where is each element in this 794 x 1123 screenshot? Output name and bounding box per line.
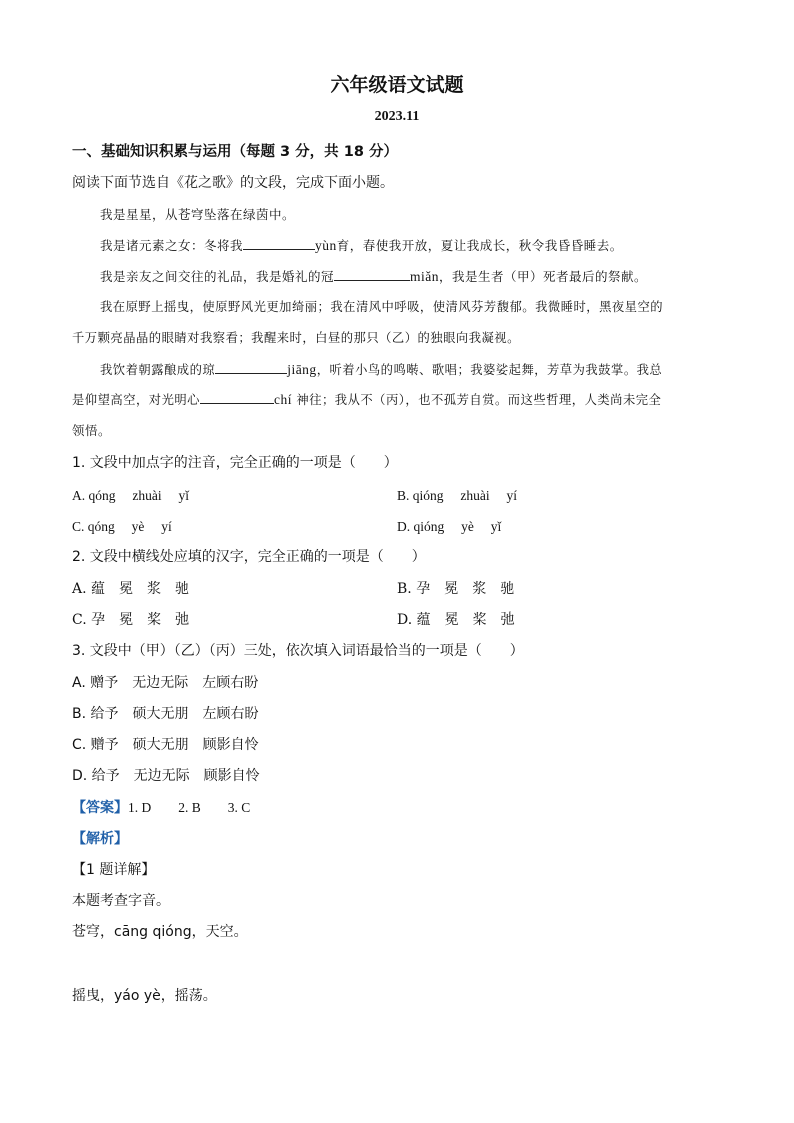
question-1-option-d: D. qióng yè yǐ [397,519,502,534]
question-2-option-c: C. 孕 冕 桨 弛 [72,612,190,628]
question-2-stem: 2. 文段中横线处应填的汉字，完全正确的一项是（ ） [72,549,426,565]
analysis-line-3: 摇曳，yáo yè，摇荡。 [72,988,217,1004]
passage-paragraph-2 [100,236,623,254]
passage-paragraph-5-line-2 [72,390,661,408]
pinyin-hint: chí [273,392,292,407]
answer-tag: 【答案】 [72,800,128,816]
fill-blank [215,360,287,374]
pinyin-hint: yùn [315,238,337,253]
analysis-tag: 【解析】 [72,831,128,847]
passage-text: ，我是生者（甲）死者最后的祭献。 [439,269,648,284]
passage-paragraph-4-line-1: 我在原野上摇曳，使原野风光更加绮丽；我在清风中呼吸，使清风芬芳馥郁。我微睡时，黑夜星空的 [100,300,664,314]
passage-paragraph-5-line-3: 领悟。 [72,423,112,438]
answer-values: 1. D 2. B 3. C [128,800,251,815]
fill-blank [200,390,274,404]
question-3-option-c: C. 赠予 硕大无朋 顾影自怜 [72,737,259,753]
question-1-option-c: C. qóng yè yí [72,519,172,534]
analysis-detail-heading: 【1 题详解】 [72,862,156,878]
exam-date: 2023.11 [374,109,420,124]
passage-intro: 阅读下面节选自《花之歌》的文段，完成下面小题。 [72,175,394,191]
passage-text: 我是亲友之间交往的礼品，我是婚礼的冠 [100,269,335,284]
passage-text: 神往；我从不（丙），也不孤芳自赏。而这些哲理，人类尚未完全 [291,393,662,407]
passage-paragraph-3 [100,267,647,285]
question-3-stem: 3. 文段中（甲）（乙）（丙）三处，依次填入词语最恰当的一项是（ ） [72,643,524,659]
analysis-line-2: 苍穹，cāng qióng，天空。 [72,924,248,940]
pinyin-hint: jiāng [287,362,317,377]
analysis-line-1: 本题考查字音。 [72,893,170,909]
question-3-option-b: B. 给予 硕大无朋 左顾右盼 [72,706,259,722]
question-1-stem: 1. 文段中加点字的注音，完全正确的一项是（ ） [72,455,398,471]
question-3-option-d: D. 给予 无边无际 顾影自怜 [72,768,260,784]
fill-blank [334,267,410,281]
passage-text: 我是诸元素之女：冬将我 [100,238,244,253]
passage-paragraph-4-line-2: 千万颗亮晶晶的眼睛对我察看；我醒来时，白昼的那只（乙）的独眼向我凝视。 [72,331,520,345]
passage-paragraph-5-line-1 [100,360,662,378]
section-heading: 一、基础知识积累与运用（每题 3 分，共 18 分） [72,144,398,160]
pinyin-hint: miǎn [410,269,440,284]
passage-text: 育，春使我开放，夏让我成长，秋令我昏昏睡去。 [336,238,623,253]
question-2-option-b: B. 孕 冕 浆 驰 [397,581,515,597]
fill-blank [243,236,315,250]
passage-text: 是仰望高空，对光明心 [72,393,200,407]
page-title: 六年级语文试题 [330,74,464,96]
question-3-option-a: A. 赠予 无边无际 左顾右盼 [72,675,259,691]
passage-text: ，听着小鸟的鸣啭、歌唱；我婆娑起舞，芳草为我鼓掌。我总 [316,363,663,377]
question-2-option-d: D. 蕴 冕 桨 弛 [397,612,515,628]
answer-line [72,796,250,817]
passage-paragraph-1: 我是星星，从苍穹坠落在绿茵中。 [100,207,296,222]
question-1-option-b: B. qióng zhuài yí [397,488,517,503]
passage-text: 我饮着朝露酿成的琼 [100,363,216,377]
question-2-option-a: A. 蕴 冕 浆 驰 [72,581,190,597]
question-1-option-a: A. qóng zhuài yǐ [72,488,189,503]
